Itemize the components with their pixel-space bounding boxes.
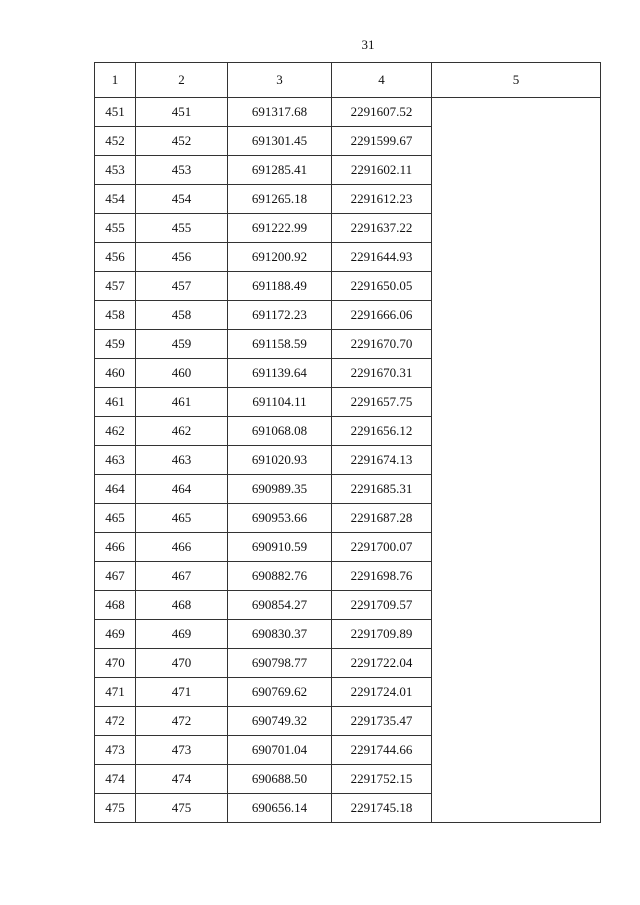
y-coordinate-cell: 2291602.11 bbox=[332, 156, 432, 185]
table-header bbox=[95, 63, 601, 98]
y-coordinate-cell: 2291644.93 bbox=[332, 243, 432, 272]
point-id-cell: 468 bbox=[136, 591, 228, 620]
y-coordinate-cell: 2291670.70 bbox=[332, 330, 432, 359]
point-number-cell: 472 bbox=[95, 707, 136, 736]
point-number-cell: 464 bbox=[95, 475, 136, 504]
point-id-cell: 461 bbox=[136, 388, 228, 417]
y-coordinate-cell: 2291687.28 bbox=[332, 504, 432, 533]
point-number-cell: 463 bbox=[95, 446, 136, 475]
x-coordinate-cell: 690830.37 bbox=[228, 620, 332, 649]
point-number-cell: 471 bbox=[95, 678, 136, 707]
point-number-cell: 456 bbox=[95, 243, 136, 272]
point-number-cell: 452 bbox=[95, 127, 136, 156]
x-coordinate-cell: 691317.68 bbox=[228, 98, 332, 127]
x-coordinate-cell: 690910.59 bbox=[228, 533, 332, 562]
point-id-cell: 453 bbox=[136, 156, 228, 185]
x-coordinate-cell: 691188.49 bbox=[228, 272, 332, 301]
point-id-cell: 455 bbox=[136, 214, 228, 243]
x-coordinate-cell: 690854.27 bbox=[228, 591, 332, 620]
y-coordinate-cell: 2291685.31 bbox=[332, 475, 432, 504]
x-coordinate-cell: 690769.62 bbox=[228, 678, 332, 707]
point-number-cell: 465 bbox=[95, 504, 136, 533]
y-coordinate-cell: 2291745.18 bbox=[332, 794, 432, 823]
y-coordinate-cell: 2291709.57 bbox=[332, 591, 432, 620]
x-coordinate-cell: 691020.93 bbox=[228, 446, 332, 475]
x-coordinate-cell: 690989.35 bbox=[228, 475, 332, 504]
x-coordinate-cell: 690688.50 bbox=[228, 765, 332, 794]
column-header: 3 bbox=[228, 63, 332, 98]
column-header: 1 bbox=[95, 63, 136, 98]
point-id-cell: 463 bbox=[136, 446, 228, 475]
x-coordinate-cell: 691068.08 bbox=[228, 417, 332, 446]
x-coordinate-cell: 690701.04 bbox=[228, 736, 332, 765]
point-id-cell: 451 bbox=[136, 98, 228, 127]
y-coordinate-cell: 2291674.13 bbox=[332, 446, 432, 475]
y-coordinate-cell: 2291670.31 bbox=[332, 359, 432, 388]
notes-cell bbox=[432, 98, 601, 823]
point-number-cell: 475 bbox=[95, 794, 136, 823]
y-coordinate-cell: 2291656.12 bbox=[332, 417, 432, 446]
x-coordinate-cell: 690953.66 bbox=[228, 504, 332, 533]
point-id-cell: 464 bbox=[136, 475, 228, 504]
column-header: 2 bbox=[136, 63, 228, 98]
point-id-cell: 466 bbox=[136, 533, 228, 562]
point-number-cell: 461 bbox=[95, 388, 136, 417]
point-id-cell: 457 bbox=[136, 272, 228, 301]
point-id-cell: 467 bbox=[136, 562, 228, 591]
x-coordinate-cell: 691172.23 bbox=[228, 301, 332, 330]
point-number-cell: 473 bbox=[95, 736, 136, 765]
y-coordinate-cell: 2291700.07 bbox=[332, 533, 432, 562]
y-coordinate-cell: 2291657.75 bbox=[332, 388, 432, 417]
point-id-cell: 458 bbox=[136, 301, 228, 330]
point-number-cell: 469 bbox=[95, 620, 136, 649]
point-number-cell: 470 bbox=[95, 649, 136, 678]
point-number-cell: 457 bbox=[95, 272, 136, 301]
y-coordinate-cell: 2291735.47 bbox=[332, 707, 432, 736]
point-number-cell: 454 bbox=[95, 185, 136, 214]
point-id-cell: 459 bbox=[136, 330, 228, 359]
point-id-cell: 452 bbox=[136, 127, 228, 156]
coordinates-table bbox=[94, 62, 601, 823]
point-id-cell: 460 bbox=[136, 359, 228, 388]
point-number-cell: 453 bbox=[95, 156, 136, 185]
point-id-cell: 472 bbox=[136, 707, 228, 736]
point-id-cell: 474 bbox=[136, 765, 228, 794]
y-coordinate-cell: 2291709.89 bbox=[332, 620, 432, 649]
x-coordinate-cell: 691222.99 bbox=[228, 214, 332, 243]
point-number-cell: 458 bbox=[95, 301, 136, 330]
page-number: 31 bbox=[361, 37, 375, 52]
point-number-cell: 462 bbox=[95, 417, 136, 446]
point-number-cell: 459 bbox=[95, 330, 136, 359]
point-id-cell: 462 bbox=[136, 417, 228, 446]
x-coordinate-cell: 691139.64 bbox=[228, 359, 332, 388]
table-body bbox=[95, 98, 601, 823]
y-coordinate-cell: 2291607.52 bbox=[332, 98, 432, 127]
x-coordinate-cell: 691104.11 bbox=[228, 388, 332, 417]
y-coordinate-cell: 2291698.76 bbox=[332, 562, 432, 591]
x-coordinate-cell: 690882.76 bbox=[228, 562, 332, 591]
point-id-cell: 473 bbox=[136, 736, 228, 765]
x-coordinate-cell: 690798.77 bbox=[228, 649, 332, 678]
y-coordinate-cell: 2291650.05 bbox=[332, 272, 432, 301]
y-coordinate-cell: 2291744.66 bbox=[332, 736, 432, 765]
point-number-cell: 474 bbox=[95, 765, 136, 794]
y-coordinate-cell: 2291752.15 bbox=[332, 765, 432, 794]
x-coordinate-cell: 691285.41 bbox=[228, 156, 332, 185]
point-id-cell: 471 bbox=[136, 678, 228, 707]
x-coordinate-cell: 690656.14 bbox=[228, 794, 332, 823]
point-number-cell: 455 bbox=[95, 214, 136, 243]
header-row bbox=[95, 63, 601, 98]
point-number-cell: 460 bbox=[95, 359, 136, 388]
table-row bbox=[95, 98, 601, 127]
point-id-cell: 470 bbox=[136, 649, 228, 678]
column-header: 4 bbox=[332, 63, 432, 98]
y-coordinate-cell: 2291724.01 bbox=[332, 678, 432, 707]
x-coordinate-cell: 691301.45 bbox=[228, 127, 332, 156]
x-coordinate-cell: 691158.59 bbox=[228, 330, 332, 359]
x-coordinate-cell: 691200.92 bbox=[228, 243, 332, 272]
point-id-cell: 454 bbox=[136, 185, 228, 214]
point-id-cell: 456 bbox=[136, 243, 228, 272]
point-number-cell: 467 bbox=[95, 562, 136, 591]
y-coordinate-cell: 2291666.06 bbox=[332, 301, 432, 330]
y-coordinate-cell: 2291599.67 bbox=[332, 127, 432, 156]
point-number-cell: 468 bbox=[95, 591, 136, 620]
point-id-cell: 475 bbox=[136, 794, 228, 823]
point-id-cell: 469 bbox=[136, 620, 228, 649]
y-coordinate-cell: 2291637.22 bbox=[332, 214, 432, 243]
column-header: 5 bbox=[432, 63, 601, 98]
x-coordinate-cell: 690749.32 bbox=[228, 707, 332, 736]
point-id-cell: 465 bbox=[136, 504, 228, 533]
point-number-cell: 451 bbox=[95, 98, 136, 127]
y-coordinate-cell: 2291612.23 bbox=[332, 185, 432, 214]
point-number-cell: 466 bbox=[95, 533, 136, 562]
y-coordinate-cell: 2291722.04 bbox=[332, 649, 432, 678]
x-coordinate-cell: 691265.18 bbox=[228, 185, 332, 214]
